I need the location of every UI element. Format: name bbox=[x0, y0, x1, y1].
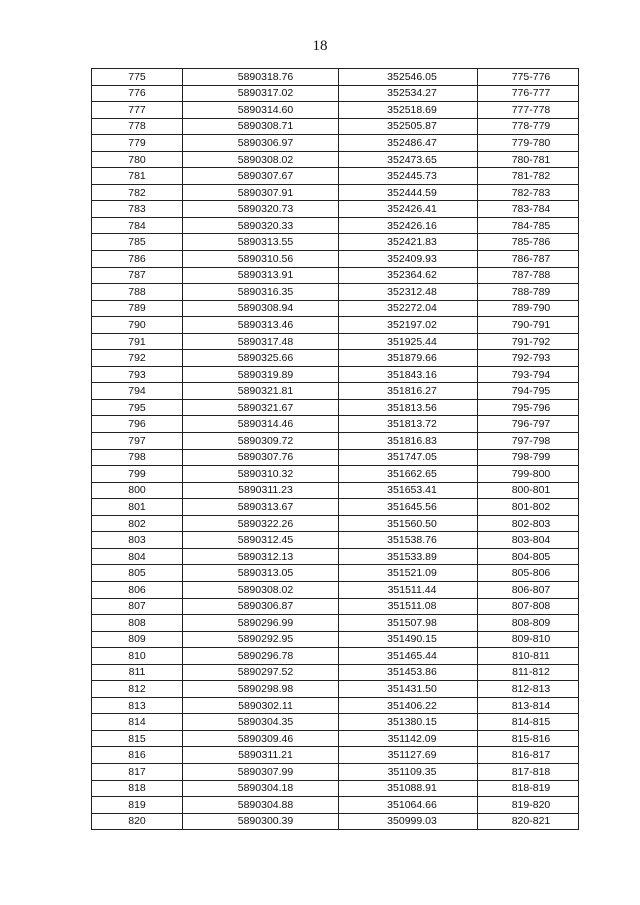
segment-cell: 776-777 bbox=[478, 85, 579, 102]
point-number-cell: 813 bbox=[92, 697, 183, 714]
segment-cell: 788-789 bbox=[478, 284, 579, 301]
segment-cell: 796-797 bbox=[478, 416, 579, 433]
point-number-cell: 782 bbox=[92, 184, 183, 201]
table-row bbox=[92, 383, 579, 400]
table-row bbox=[92, 648, 579, 665]
segment-cell: 790-791 bbox=[478, 317, 579, 334]
segment-cell: 802-803 bbox=[478, 515, 579, 532]
y-coordinate-cell: 350999.03 bbox=[339, 813, 478, 830]
segment-cell: 787-788 bbox=[478, 267, 579, 284]
segment-cell: 803-804 bbox=[478, 532, 579, 549]
point-number-cell: 817 bbox=[92, 763, 183, 780]
segment-cell: 815-816 bbox=[478, 730, 579, 747]
y-coordinate-cell: 351465.44 bbox=[339, 648, 478, 665]
segment-cell: 817-818 bbox=[478, 763, 579, 780]
page-number: 18 bbox=[312, 38, 328, 54]
point-number-cell: 799 bbox=[92, 466, 183, 483]
table-row bbox=[92, 499, 579, 516]
point-number-cell: 778 bbox=[92, 118, 183, 135]
segment-cell: 778-779 bbox=[478, 118, 579, 135]
point-number-cell: 805 bbox=[92, 565, 183, 582]
y-coordinate-cell: 351127.69 bbox=[339, 747, 478, 764]
segment-cell: 775-776 bbox=[478, 69, 579, 86]
x-coordinate-cell: 5890309.46 bbox=[183, 730, 339, 747]
segment-cell: 791-792 bbox=[478, 333, 579, 350]
x-coordinate-cell: 5890297.52 bbox=[183, 664, 339, 681]
x-coordinate-cell: 5890319.89 bbox=[183, 366, 339, 383]
segment-cell: 779-780 bbox=[478, 135, 579, 152]
segment-cell: 789-790 bbox=[478, 300, 579, 317]
x-coordinate-cell: 5890307.99 bbox=[183, 763, 339, 780]
x-coordinate-cell: 5890313.67 bbox=[183, 499, 339, 516]
segment-cell: 806-807 bbox=[478, 581, 579, 598]
table-row bbox=[92, 184, 579, 201]
y-coordinate-cell: 352534.27 bbox=[339, 85, 478, 102]
x-coordinate-cell: 5890304.18 bbox=[183, 780, 339, 797]
segment-cell: 782-783 bbox=[478, 184, 579, 201]
x-coordinate-cell: 5890310.56 bbox=[183, 251, 339, 268]
coordinates-table bbox=[91, 68, 579, 830]
x-coordinate-cell: 5890308.02 bbox=[183, 581, 339, 598]
y-coordinate-cell: 351533.89 bbox=[339, 548, 478, 565]
table-row bbox=[92, 416, 579, 433]
table-row bbox=[92, 433, 579, 450]
y-coordinate-cell: 351511.08 bbox=[339, 598, 478, 615]
point-number-cell: 810 bbox=[92, 648, 183, 665]
table-row bbox=[92, 548, 579, 565]
point-number-cell: 811 bbox=[92, 664, 183, 681]
y-coordinate-cell: 351490.15 bbox=[339, 631, 478, 648]
y-coordinate-cell: 351453.86 bbox=[339, 664, 478, 681]
table-row bbox=[92, 565, 579, 582]
table-row bbox=[92, 780, 579, 797]
segment-cell: 814-815 bbox=[478, 714, 579, 731]
point-number-cell: 785 bbox=[92, 234, 183, 251]
table-row bbox=[92, 466, 579, 483]
segment-cell: 797-798 bbox=[478, 433, 579, 450]
x-coordinate-cell: 5890308.02 bbox=[183, 151, 339, 168]
x-coordinate-cell: 5890306.87 bbox=[183, 598, 339, 615]
table-row bbox=[92, 515, 579, 532]
table-row bbox=[92, 168, 579, 185]
segment-cell: 785-786 bbox=[478, 234, 579, 251]
y-coordinate-cell: 351653.41 bbox=[339, 482, 478, 499]
x-coordinate-cell: 5890325.66 bbox=[183, 350, 339, 367]
x-coordinate-cell: 5890310.32 bbox=[183, 466, 339, 483]
segment-cell: 809-810 bbox=[478, 631, 579, 648]
table-row bbox=[92, 317, 579, 334]
segment-cell: 807-808 bbox=[478, 598, 579, 615]
table-row bbox=[92, 284, 579, 301]
y-coordinate-cell: 351813.56 bbox=[339, 399, 478, 416]
x-coordinate-cell: 5890316.35 bbox=[183, 284, 339, 301]
table-row bbox=[92, 350, 579, 367]
table-row bbox=[92, 300, 579, 317]
table-row bbox=[92, 681, 579, 698]
table-row bbox=[92, 135, 579, 152]
table-row bbox=[92, 581, 579, 598]
point-number-cell: 807 bbox=[92, 598, 183, 615]
y-coordinate-cell: 352197.02 bbox=[339, 317, 478, 334]
x-coordinate-cell: 5890311.21 bbox=[183, 747, 339, 764]
y-coordinate-cell: 351064.66 bbox=[339, 797, 478, 814]
x-coordinate-cell: 5890306.97 bbox=[183, 135, 339, 152]
table-row bbox=[92, 763, 579, 780]
point-number-cell: 775 bbox=[92, 69, 183, 86]
segment-cell: 800-801 bbox=[478, 482, 579, 499]
x-coordinate-cell: 5890304.88 bbox=[183, 797, 339, 814]
point-number-cell: 788 bbox=[92, 284, 183, 301]
point-number-cell: 792 bbox=[92, 350, 183, 367]
y-coordinate-cell: 352364.62 bbox=[339, 267, 478, 284]
point-number-cell: 794 bbox=[92, 383, 183, 400]
point-number-cell: 815 bbox=[92, 730, 183, 747]
point-number-cell: 801 bbox=[92, 499, 183, 516]
segment-cell: 794-795 bbox=[478, 383, 579, 400]
x-coordinate-cell: 5890312.45 bbox=[183, 532, 339, 549]
segment-cell: 812-813 bbox=[478, 681, 579, 698]
table-row bbox=[92, 151, 579, 168]
x-coordinate-cell: 5890300.39 bbox=[183, 813, 339, 830]
segment-cell: 811-812 bbox=[478, 664, 579, 681]
y-coordinate-cell: 352426.16 bbox=[339, 217, 478, 234]
y-coordinate-cell: 351813.72 bbox=[339, 416, 478, 433]
table-row bbox=[92, 631, 579, 648]
point-number-cell: 820 bbox=[92, 813, 183, 830]
segment-cell: 781-782 bbox=[478, 168, 579, 185]
y-coordinate-cell: 352312.48 bbox=[339, 284, 478, 301]
point-number-cell: 797 bbox=[92, 433, 183, 450]
segment-cell: 804-805 bbox=[478, 548, 579, 565]
point-number-cell: 803 bbox=[92, 532, 183, 549]
x-coordinate-cell: 5890304.35 bbox=[183, 714, 339, 731]
table-row bbox=[92, 664, 579, 681]
point-number-cell: 800 bbox=[92, 482, 183, 499]
point-number-cell: 804 bbox=[92, 548, 183, 565]
segment-cell: 808-809 bbox=[478, 615, 579, 632]
y-coordinate-cell: 351816.83 bbox=[339, 433, 478, 450]
x-coordinate-cell: 5890313.91 bbox=[183, 267, 339, 284]
table-row bbox=[92, 730, 579, 747]
segment-cell: 786-787 bbox=[478, 251, 579, 268]
point-number-cell: 796 bbox=[92, 416, 183, 433]
point-number-cell: 806 bbox=[92, 581, 183, 598]
y-coordinate-cell: 351662.65 bbox=[339, 466, 478, 483]
table-row bbox=[92, 366, 579, 383]
table-row bbox=[92, 697, 579, 714]
x-coordinate-cell: 5890313.55 bbox=[183, 234, 339, 251]
y-coordinate-cell: 351142.09 bbox=[339, 730, 478, 747]
table-row bbox=[92, 234, 579, 251]
y-coordinate-cell: 352473.65 bbox=[339, 151, 478, 168]
y-coordinate-cell: 351088.91 bbox=[339, 780, 478, 797]
point-number-cell: 819 bbox=[92, 797, 183, 814]
table-row bbox=[92, 532, 579, 549]
y-coordinate-cell: 351879.66 bbox=[339, 350, 478, 367]
y-coordinate-cell: 352445.73 bbox=[339, 168, 478, 185]
x-coordinate-cell: 5890298.98 bbox=[183, 681, 339, 698]
y-coordinate-cell: 351109.35 bbox=[339, 763, 478, 780]
table-row bbox=[92, 102, 579, 119]
x-coordinate-cell: 5890313.46 bbox=[183, 317, 339, 334]
x-coordinate-cell: 5890307.76 bbox=[183, 449, 339, 466]
y-coordinate-cell: 351507.98 bbox=[339, 615, 478, 632]
y-coordinate-cell: 352486.47 bbox=[339, 135, 478, 152]
y-coordinate-cell: 352505.87 bbox=[339, 118, 478, 135]
table-row bbox=[92, 797, 579, 814]
y-coordinate-cell: 352426.41 bbox=[339, 201, 478, 218]
y-coordinate-cell: 351406.22 bbox=[339, 697, 478, 714]
point-number-cell: 791 bbox=[92, 333, 183, 350]
y-coordinate-cell: 352518.69 bbox=[339, 102, 478, 119]
segment-cell: 805-806 bbox=[478, 565, 579, 582]
y-coordinate-cell: 351521.09 bbox=[339, 565, 478, 582]
segment-cell: 793-794 bbox=[478, 366, 579, 383]
table-row bbox=[92, 615, 579, 632]
segment-cell: 792-793 bbox=[478, 350, 579, 367]
y-coordinate-cell: 352409.93 bbox=[339, 251, 478, 268]
point-number-cell: 790 bbox=[92, 317, 183, 334]
segment-cell: 780-781 bbox=[478, 151, 579, 168]
x-coordinate-cell: 5890308.94 bbox=[183, 300, 339, 317]
x-coordinate-cell: 5890314.60 bbox=[183, 102, 339, 119]
x-coordinate-cell: 5890320.73 bbox=[183, 201, 339, 218]
segment-cell: 819-820 bbox=[478, 797, 579, 814]
x-coordinate-cell: 5890317.02 bbox=[183, 85, 339, 102]
x-coordinate-cell: 5890307.91 bbox=[183, 184, 339, 201]
point-number-cell: 812 bbox=[92, 681, 183, 698]
table-row bbox=[92, 714, 579, 731]
x-coordinate-cell: 5890317.48 bbox=[183, 333, 339, 350]
x-coordinate-cell: 5890313.05 bbox=[183, 565, 339, 582]
point-number-cell: 779 bbox=[92, 135, 183, 152]
y-coordinate-cell: 352546.05 bbox=[339, 69, 478, 86]
table-row bbox=[92, 251, 579, 268]
table-row bbox=[92, 333, 579, 350]
point-number-cell: 777 bbox=[92, 102, 183, 119]
segment-cell: 820-821 bbox=[478, 813, 579, 830]
x-coordinate-cell: 5890309.72 bbox=[183, 433, 339, 450]
x-coordinate-cell: 5890321.67 bbox=[183, 399, 339, 416]
x-coordinate-cell: 5890314.46 bbox=[183, 416, 339, 433]
y-coordinate-cell: 351538.76 bbox=[339, 532, 478, 549]
x-coordinate-cell: 5890308.71 bbox=[183, 118, 339, 135]
segment-cell: 784-785 bbox=[478, 217, 579, 234]
point-number-cell: 809 bbox=[92, 631, 183, 648]
point-number-cell: 818 bbox=[92, 780, 183, 797]
segment-cell: 777-778 bbox=[478, 102, 579, 119]
point-number-cell: 816 bbox=[92, 747, 183, 764]
y-coordinate-cell: 352421.83 bbox=[339, 234, 478, 251]
x-coordinate-cell: 5890307.67 bbox=[183, 168, 339, 185]
table-row bbox=[92, 217, 579, 234]
x-coordinate-cell: 5890292.95 bbox=[183, 631, 339, 648]
segment-cell: 795-796 bbox=[478, 399, 579, 416]
y-coordinate-cell: 351925.44 bbox=[339, 333, 478, 350]
point-number-cell: 795 bbox=[92, 399, 183, 416]
table-row bbox=[92, 747, 579, 764]
point-number-cell: 789 bbox=[92, 300, 183, 317]
point-number-cell: 783 bbox=[92, 201, 183, 218]
point-number-cell: 776 bbox=[92, 85, 183, 102]
y-coordinate-cell: 351843.16 bbox=[339, 366, 478, 383]
segment-cell: 816-817 bbox=[478, 747, 579, 764]
point-number-cell: 784 bbox=[92, 217, 183, 234]
table-row bbox=[92, 813, 579, 830]
y-coordinate-cell: 351431.50 bbox=[339, 681, 478, 698]
x-coordinate-cell: 5890318.76 bbox=[183, 69, 339, 86]
y-coordinate-cell: 351560.50 bbox=[339, 515, 478, 532]
segment-cell: 799-800 bbox=[478, 466, 579, 483]
segment-cell: 813-814 bbox=[478, 697, 579, 714]
table-row bbox=[92, 69, 579, 86]
x-coordinate-cell: 5890322.26 bbox=[183, 515, 339, 532]
table-row bbox=[92, 449, 579, 466]
y-coordinate-cell: 351511.44 bbox=[339, 581, 478, 598]
point-number-cell: 787 bbox=[92, 267, 183, 284]
y-coordinate-cell: 351380.15 bbox=[339, 714, 478, 731]
segment-cell: 818-819 bbox=[478, 780, 579, 797]
point-number-cell: 793 bbox=[92, 366, 183, 383]
y-coordinate-cell: 351645.56 bbox=[339, 499, 478, 516]
coordinates-table-body bbox=[92, 69, 579, 830]
x-coordinate-cell: 5890302.11 bbox=[183, 697, 339, 714]
y-coordinate-cell: 352444.59 bbox=[339, 184, 478, 201]
point-number-cell: 786 bbox=[92, 251, 183, 268]
point-number-cell: 780 bbox=[92, 151, 183, 168]
segment-cell: 810-811 bbox=[478, 648, 579, 665]
table-row bbox=[92, 118, 579, 135]
segment-cell: 798-799 bbox=[478, 449, 579, 466]
table-row bbox=[92, 267, 579, 284]
x-coordinate-cell: 5890311.23 bbox=[183, 482, 339, 499]
point-number-cell: 814 bbox=[92, 714, 183, 731]
x-coordinate-cell: 5890320.33 bbox=[183, 217, 339, 234]
y-coordinate-cell: 352272.04 bbox=[339, 300, 478, 317]
x-coordinate-cell: 5890321.81 bbox=[183, 383, 339, 400]
table-row bbox=[92, 598, 579, 615]
x-coordinate-cell: 5890296.78 bbox=[183, 648, 339, 665]
point-number-cell: 808 bbox=[92, 615, 183, 632]
table-row bbox=[92, 201, 579, 218]
y-coordinate-cell: 351816.27 bbox=[339, 383, 478, 400]
point-number-cell: 802 bbox=[92, 515, 183, 532]
y-coordinate-cell: 351747.05 bbox=[339, 449, 478, 466]
table-row bbox=[92, 399, 579, 416]
segment-cell: 801-802 bbox=[478, 499, 579, 516]
x-coordinate-cell: 5890296.99 bbox=[183, 615, 339, 632]
point-number-cell: 781 bbox=[92, 168, 183, 185]
point-number-cell: 798 bbox=[92, 449, 183, 466]
table-row bbox=[92, 85, 579, 102]
segment-cell: 783-784 bbox=[478, 201, 579, 218]
x-coordinate-cell: 5890312.13 bbox=[183, 548, 339, 565]
table-row bbox=[92, 482, 579, 499]
